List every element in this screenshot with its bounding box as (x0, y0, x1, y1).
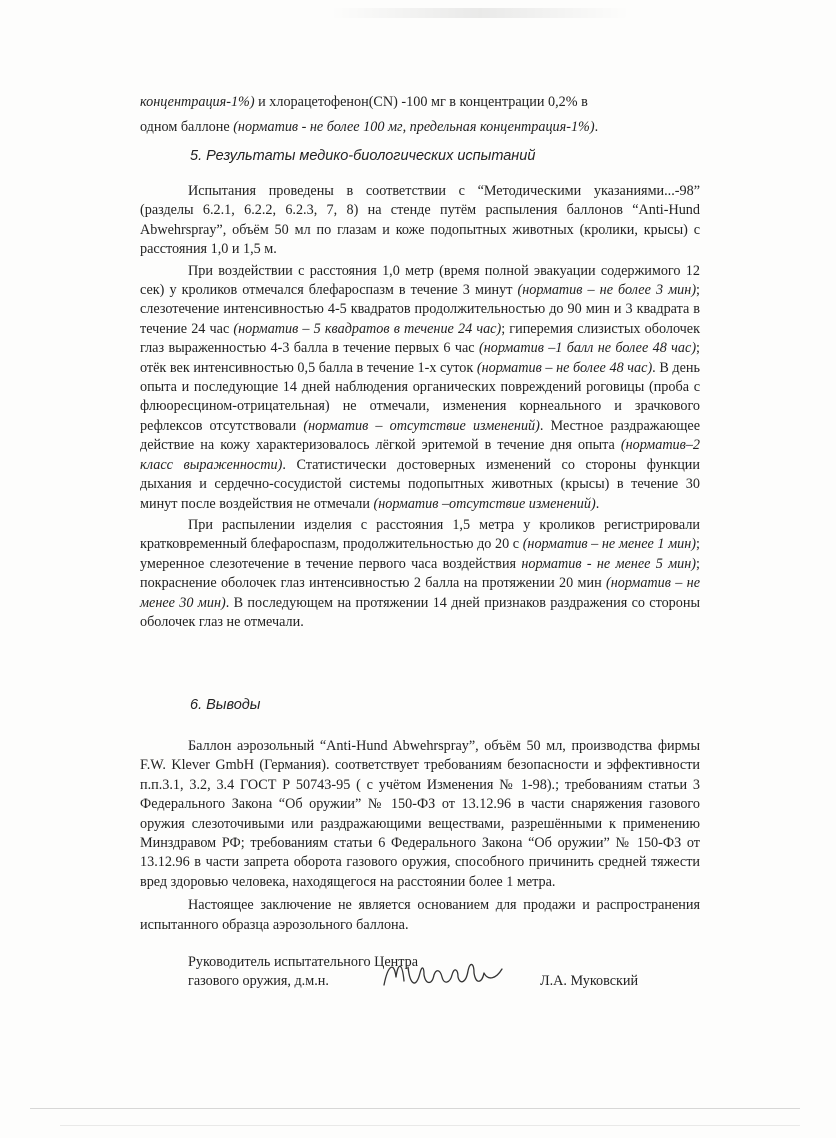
text-run: ; покраснение оболочек глаз интенсивностью 2 балла на протяжении 20 мин (140, 555, 700, 592)
norm-reference: (норматив –1 балл не более 48 час) (478, 340, 697, 357)
text-run: . (595, 495, 600, 512)
text-run: ; умеренное слезотечение в течение первого часа воздействия (140, 536, 700, 572)
section-6-paragraph-2: Настоящее заключение не является основанием для продажи и распространения испытанного образца аэрозольного баллона. (140, 897, 700, 933)
text-run: . Статистически достоверных изменений со стороны функции дыхания и сердечно-сосудистой системы подопытных животных (крысы) в течение 30 минут после воздействия не отмечали (140, 456, 700, 512)
norm-reference: (норматив –отсутствие изменений) (373, 495, 596, 512)
text-run: ; слезотечение интенсивностью 4-5 квадратов продолжительностью до 90 мин и 3 квадрата в течение 24 час (140, 282, 700, 337)
signatory-title: Руководитель испытательного Центра газового оружия, д.м.н. (188, 954, 418, 989)
text-run: При распылении изделия с расстояния 1,5 метра у кроликов регистрировали кратковременный блефароспазм, продолжительностью до 20 с (140, 516, 700, 553)
section-5-paragraph-1: Испытания проведены в соответствии с “Методическими указаниями...-98” (разделы 6.2.1, 6.2.2, 6.2.3, 7, 8) на стенде путём распыления баллонов “Anti-Hund Abwehrspray”, объём 50 мл по глазам и коже подопытных животных (кролики, крысы) с расстояния 1,0 и 1,5 м. (140, 183, 700, 258)
scan-artifact-line (30, 1108, 800, 1109)
intro-line-2: одном баллоне (норматив - не более 100 мг, предельная концентрация-1%). (140, 119, 599, 136)
norm-reference: (норматив–2 класс выраженности) (140, 437, 700, 473)
norm-reference: (норматив – не менее 1 мин) (522, 536, 697, 553)
signatory-name: Л.А. Муковский (540, 973, 639, 989)
text-run: . Местное раздражающее действие на кожу характеризовалось лёгкой эритемой в течение дня опыта (140, 417, 700, 454)
text-run: ; отёк век интенсивностью 0,5 балла в течение 1-х суток (140, 340, 700, 376)
section-6-heading: 6. Выводы (190, 697, 261, 713)
scan-artifact-line (60, 1125, 800, 1126)
section-5-heading: 5. Результаты медико-биологических испытаний (190, 148, 536, 164)
text-run: . В день опыта и последующие 14 дней наблюдения органических повреждений роговицы (проба с флюоресцином-отрицательная) не отмечали, изменения корнеального и зрачкового рефлексов отсутствовали (140, 359, 700, 434)
scan-artifact (330, 8, 630, 18)
norm-reference: норматив - не менее 5 мин) (521, 555, 697, 572)
section-5-paragraph-2 (140, 262, 700, 514)
text-run: При воздействии с расстояния 1,0 метр (время полной эвакуации содержимого 12 сек) у кроликов отмечался блефароспазм в течение 3 минут (140, 262, 700, 299)
norm-reference: (норматив – не менее 30 мин) (140, 575, 700, 611)
text-run: . В последующем на протяжении 14 дней признаков раздражения со стороны оболочек глаз не отмечали. (140, 594, 700, 630)
handwritten-signature (380, 955, 520, 995)
section-6-paragraph-1: Баллон аэрозольный “Anti-Hund Abwehrspray”, объём 50 мл, производства фирмы F.W. Klever GmbH (Германия). соответствует требованиям безопасности и эффективности п.п.3.1, 3.2, 3.4 ГОСТ Р 50743-95 ( с учётом Изменения № 1-98).; требованиям статьи 3 Федерального Закона “Об оружии” № 150-ФЗ от 13.12.96 в части снаряжения газового оружия слезоточивыми или раздражающими веществами, разрешёнными к применению Минздравом РФ; требованиям статьи 6 Федерального Закона “Об оружии” № 150-ФЗ от 13.12.96 в части запрета оборота газового оружия, способного причинить средней тяжести вред здоровью человека, находящегося на расстоянии более 1 метра. (140, 738, 700, 890)
intro-line-1: концентрация-1%) и хлорацетофенон(CN) -100 мг в концентрации 0,2% в (140, 94, 588, 110)
norm-reference: (норматив – не более 48 час) (476, 359, 653, 376)
norm-reference: (норматив – 5 квадратов в течение 24 час) (233, 320, 502, 337)
intro-paragraph (140, 93, 700, 138)
section-5-paragraph-3 (140, 516, 700, 632)
text-run: ; гиперемия слизистых оболочек глаз выраженностью 4-3 балла в течение первых 6 час (140, 320, 700, 357)
section-5-body (140, 182, 700, 632)
norm-reference: (норматив – отсутствие изменений) (303, 417, 540, 434)
section-6-body (140, 737, 700, 935)
norm-reference: (норматив – не более 3 мин) (517, 282, 697, 299)
